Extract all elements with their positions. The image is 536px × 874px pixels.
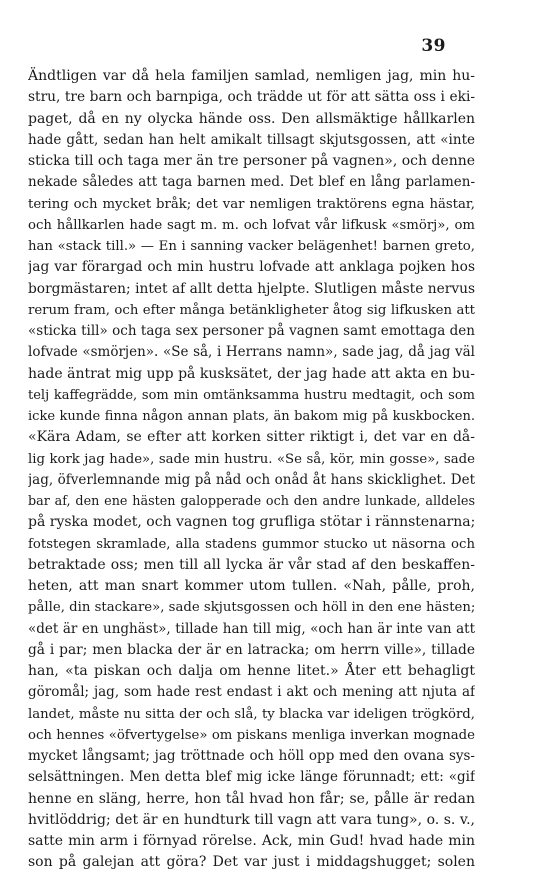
text-line: sticka till och taga mer än tre personer på vagnen», och denne bbox=[28, 153, 475, 169]
text-line: han «stack till.» — En i sanning vacker belägenhet! barnen greto, bbox=[28, 239, 475, 254]
body-text bbox=[28, 66, 475, 874]
text-line: landet, måste nu sitta der och slå, ty blacka var ideligen trögkörd, bbox=[28, 706, 475, 722]
page-number: 39 bbox=[421, 36, 446, 56]
text-line: borgmästaren; intet af allt detta hjelpte. Slutligen måste nervus bbox=[28, 280, 475, 297]
text-line: jag, öfverlemnande mig på nåd och onåd åt hans skicklighet. Det bbox=[28, 471, 475, 488]
text-line: han, «ta piskan och dalja om henne litet.» Åter ett behagligt bbox=[28, 663, 475, 679]
text-line: rerum fram, och efter många betänkligheter åtog sig lifkusken att bbox=[28, 302, 475, 318]
text-line: henne en släng, herre, hon tål hvad hon får; se, pålle är redan bbox=[28, 790, 475, 807]
text-line: jag var förargad och min hustru lofvade att anklaga pojken hos bbox=[28, 259, 475, 276]
text-line: fotstegen skramlade, alla stadens gummor stucko ut näsorna och bbox=[28, 536, 475, 552]
text-line: «det är en unghäst», tillade han till mig, «och han är inte van att bbox=[28, 620, 475, 637]
text-line: hade äntrat mig upp på kusksätet, der jag hade att akta en bu- bbox=[28, 365, 475, 382]
text-line: pålle, din stackare», sade skjutsgossen och höll in den ene hästen; bbox=[28, 600, 475, 616]
text-line: mycket långsamt; jag tröttnade och höll opp med den ovana sys- bbox=[28, 748, 475, 764]
text-line: lofvade «smörjen». «Se så, i Herrans namn», sade jag, då jag väl bbox=[28, 344, 475, 361]
text-line: hade gått, sedan han helt amikalt tillsagt skjutsgossen, att «inte bbox=[28, 131, 475, 148]
text-line: son på galejan att göra? Det var just i middagshugget; solen bbox=[28, 854, 475, 871]
text-line: på ryska modet, och vagnen tog grufliga stötar i rännstenarna; bbox=[28, 514, 475, 531]
text-line: icke kunde finna någon annan plats, än bakom mig på kuskbocken. bbox=[28, 409, 475, 424]
text-line: tering och mycket bråk; det var nemligen traktörens egna hästar, bbox=[28, 196, 475, 212]
text-line: göromål; jag, som hade rest endast i akt och mening att njuta af bbox=[28, 684, 475, 701]
text-line: heten, att man snart kommer utom tullen. «Nah, pålle, proh, bbox=[28, 578, 475, 594]
text-line: «Kära Adam, se efter att korken sitter riktigt i, det var en då- bbox=[28, 429, 475, 446]
text-line: Ändtligen var då hela familjen samlad, nemligen jag, min hu- bbox=[28, 68, 475, 84]
text-line: selsättningen. Men detta blef mig icke länge förunnadt; ett: «gif bbox=[28, 769, 475, 786]
text-line: «sticka till» och taga sex personer på vagnen samt emottaga den bbox=[28, 323, 475, 339]
text-line: och hållkarlen hade sagt m. m. och lofvat vår lifkusk «smörj», om bbox=[28, 217, 475, 233]
text-line: satte min arm i förnyad rörelse. Ack, min Gud! hvad hade min bbox=[28, 833, 475, 849]
text-line: telj kaffegrädde, som min omtänksamma hustru medtagit, och som bbox=[28, 387, 475, 403]
text-line: lig kork jag hade», sade min hustru. «Se så, kör, min gosse», sade bbox=[28, 451, 475, 467]
text-line: paget, då en ny olycka hände oss. Den allsmäktige hållkarlen bbox=[28, 110, 475, 127]
text-line: stru, tre barn och barnpiga, och trädde ut för att sätta oss i eki- bbox=[28, 89, 475, 106]
text-line: betraktade oss; men till all lycka är vår stad af den beskaffen- bbox=[28, 556, 475, 573]
text-line: och hennes «öfvertygelse» om piskans menliga inverkan mognade bbox=[28, 727, 475, 743]
text-line: hvitlöddrig; det är en hundturk till vagn att vara tung», o. s. v., bbox=[28, 811, 475, 828]
text-line: bar af, den ene hästen galopperade och den andre lunkade, alldeles bbox=[28, 494, 475, 509]
text-line: nekade således att taga barnen med. Det blef en lång parlamen- bbox=[28, 174, 475, 191]
text-line: gå i par; men blacka der är en latracka; om herrn ville», tillade bbox=[28, 641, 475, 658]
